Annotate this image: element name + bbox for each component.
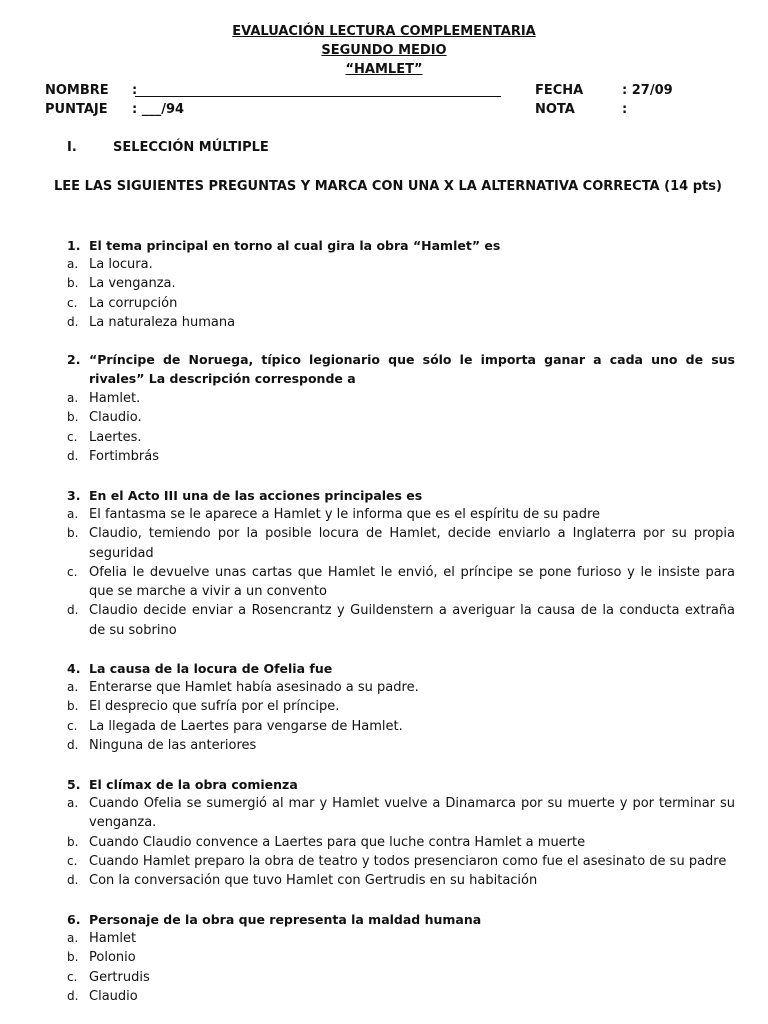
- option-text: La llegada de Laertes para vengarse de Hamlet.: [89, 718, 403, 734]
- option-b[interactable]: [67, 833, 735, 852]
- question-2-options: [67, 389, 735, 466]
- option-letter: c.: [67, 564, 78, 579]
- info-row-puntaje: [45, 102, 735, 120]
- option-text: La naturaleza humana: [89, 314, 236, 330]
- option-a[interactable]: [67, 929, 735, 948]
- question-text: “Príncipe de Noruega, típico legionario que sólo le importa ganar a cada uno de sus rivales” La descripción corresponde a: [89, 352, 735, 387]
- option-text: Ofelia le devuelve unas cartas que Hamlet le envió, el príncipe se pone furioso y le insiste para que se marche a vivir a un convento: [89, 564, 735, 600]
- option-text: Claudio.: [89, 410, 142, 426]
- option-c[interactable]: [67, 852, 735, 871]
- option-text: Cuando Ofelia se sumergió al mar y Hamlet vuelve a Dinamarca por su muerte y por terminar su venganza.: [89, 796, 735, 831]
- option-c[interactable]: [67, 968, 735, 987]
- question-3-options: [67, 505, 735, 640]
- option-d[interactable]: [67, 447, 735, 466]
- option-letter: a.: [67, 931, 79, 945]
- option-d[interactable]: [67, 313, 735, 332]
- section-number: I.: [67, 140, 77, 155]
- option-text: La corrupción: [89, 295, 178, 311]
- info-row-nombre: [45, 83, 735, 101]
- nombre-label: NOMBRE: [45, 83, 109, 98]
- fecha-value: : 27/09: [622, 83, 673, 98]
- option-letter: b.: [67, 276, 79, 291]
- nota-value: :: [622, 102, 628, 117]
- question-4: [67, 659, 735, 678]
- option-text: El fantasma se le aparece a Hamlet y le informa que es el espíritu de su padre: [89, 507, 601, 522]
- exam-title: EVALUACIÓN LECTURA COMPLEMENTARIA: [232, 24, 536, 39]
- question-number: 3.: [67, 488, 81, 503]
- section-title: SELECCIÓN MÚLTIPLE: [113, 140, 269, 155]
- option-b[interactable]: [67, 524, 735, 563]
- option-text: Claudio decide enviar a Rosencrantz y Guildenstern a averiguar la causa de la conducta extraña de su sobrino: [89, 603, 735, 638]
- option-c[interactable]: [67, 294, 735, 313]
- option-text: Ninguna de las anteriores: [89, 737, 257, 753]
- option-text: Con la conversación que tuvo Hamlet con Gertrudis en su habitación: [89, 873, 538, 889]
- option-d[interactable]: [67, 987, 735, 1006]
- option-text: Gertrudis: [89, 969, 150, 985]
- question-number: 4.: [67, 661, 81, 676]
- section-heading: [67, 140, 269, 155]
- option-text: El desprecio que sufría por el príncipe.: [89, 699, 340, 715]
- option-c[interactable]: [67, 563, 735, 602]
- exam-book-title: “HAMLET”: [345, 62, 423, 77]
- option-d[interactable]: [67, 871, 735, 890]
- option-c[interactable]: [67, 717, 735, 736]
- option-text: Cuando Hamlet preparo la obra de teatro y todos presenciaron como fue el asesinato de su padre: [89, 853, 727, 869]
- option-text: La venganza.: [89, 276, 176, 292]
- option-text: Claudio, temiendo por la posible locura de Hamlet, decide enviarlo a Inglaterra por su propia seguridad: [89, 526, 735, 561]
- option-b[interactable]: [67, 274, 735, 293]
- option-a[interactable]: [67, 389, 735, 408]
- question-5: [67, 775, 735, 794]
- exam-grade: SEGUNDO MEDIO: [321, 43, 447, 58]
- option-letter: b.: [67, 834, 79, 849]
- option-text: Cuando Claudio convence a Laertes para que luche contra Hamlet a muerte: [89, 834, 586, 850]
- option-text: Hamlet: [89, 931, 137, 946]
- question-2: [67, 350, 735, 389]
- question-1-options: [67, 255, 735, 332]
- option-letter: b.: [67, 410, 79, 425]
- question-number: 6.: [67, 912, 81, 927]
- nombre-field-line[interactable]: [135, 82, 501, 97]
- instruction-text: LEE LAS SIGUIENTES PREGUNTAS Y MARCA CON UNA X LA ALTERNATIVA CORRECTA (14 pts): [54, 179, 722, 194]
- option-letter: c.: [67, 718, 78, 733]
- option-letter: c.: [67, 429, 78, 444]
- option-text: Claudio: [89, 988, 138, 1004]
- option-letter: d.: [67, 448, 79, 463]
- option-d[interactable]: [67, 736, 735, 755]
- nota-label: NOTA: [535, 102, 575, 117]
- question-3: [67, 486, 735, 505]
- option-text: Hamlet.: [89, 391, 141, 406]
- question-number: 2.: [67, 352, 81, 367]
- option-text: Fortimbrás: [89, 448, 160, 464]
- option-letter: d.: [67, 314, 79, 329]
- puntaje-value: : ___/94: [132, 102, 185, 117]
- option-a[interactable]: [67, 255, 735, 274]
- option-b[interactable]: [67, 697, 735, 716]
- question-text: Personaje de la obra que representa la maldad humana: [89, 912, 482, 927]
- option-letter: a.: [67, 796, 79, 810]
- question-text: El clímax de la obra comienza: [89, 777, 298, 792]
- question-text: El tema principal en torno al cual gira la obra “Hamlet” es: [89, 238, 501, 253]
- option-letter: c.: [67, 969, 78, 984]
- question-1: [67, 236, 735, 255]
- option-text: La locura.: [89, 257, 153, 272]
- option-letter: b.: [67, 950, 79, 965]
- option-letter: a.: [67, 680, 79, 694]
- question-text: En el Acto III una de las acciones principales es: [89, 488, 423, 503]
- option-c[interactable]: [67, 428, 735, 447]
- option-letter: d.: [67, 873, 79, 888]
- question-6: [67, 910, 735, 929]
- nombre-colon: :: [132, 83, 138, 98]
- option-letter: d.: [67, 988, 79, 1003]
- option-d[interactable]: [67, 601, 735, 640]
- option-a[interactable]: [67, 794, 735, 833]
- option-b[interactable]: [67, 948, 735, 967]
- option-letter: b.: [67, 699, 79, 714]
- option-a[interactable]: [67, 678, 735, 697]
- option-letter: c.: [67, 853, 78, 868]
- option-a[interactable]: [67, 505, 735, 524]
- option-text: Laertes.: [89, 429, 142, 445]
- option-text: Enterarse que Hamlet había asesinado a su padre.: [89, 680, 419, 695]
- question-text: La causa de la locura de Ofelia fue: [89, 661, 333, 676]
- question-6-options: [67, 929, 735, 1006]
- option-letter: d.: [67, 603, 79, 618]
- option-letter: c.: [67, 295, 78, 310]
- option-b[interactable]: [67, 408, 735, 427]
- fecha-label: FECHA: [535, 83, 584, 98]
- question-5-options: [67, 794, 735, 890]
- option-text: Polonio: [89, 950, 136, 966]
- option-letter: d.: [67, 737, 79, 752]
- question-number: 1.: [67, 238, 81, 253]
- option-letter: b.: [67, 526, 79, 541]
- question-4-options: [67, 678, 735, 755]
- option-letter: a.: [67, 391, 79, 405]
- option-letter: a.: [67, 257, 79, 271]
- option-letter: a.: [67, 507, 79, 521]
- question-number: 5.: [67, 777, 81, 792]
- puntaje-label: PUNTAJE: [45, 102, 108, 117]
